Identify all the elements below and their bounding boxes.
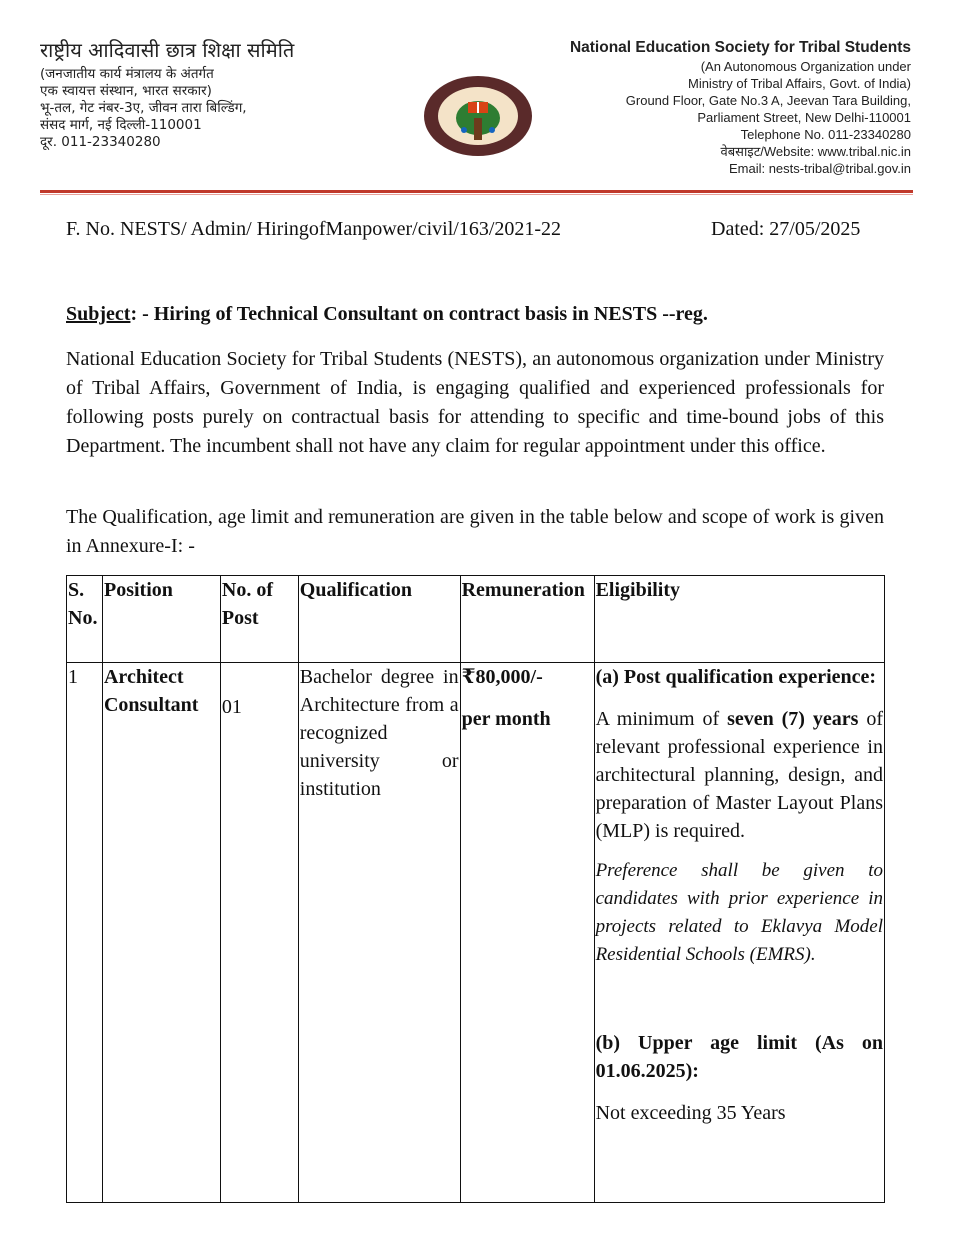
- hindi-line: दूर. 011-23340280: [40, 134, 161, 150]
- file-number: F. No. NESTS/ Admin/ HiringofManpower/civil/163/2021-22: [66, 218, 562, 240]
- elig-preference: Preference shall be given to candidates with prior experience in projects related to Eklavya Model Residential Schools (EMRS).: [595, 860, 883, 965]
- header-posts: No. of Post: [220, 576, 298, 663]
- remuneration-period: per month: [461, 708, 551, 730]
- elig-b-text: Not exceeding 35 Years: [595, 1102, 786, 1124]
- hindi-line: संसद मार्ग, नई दिल्ली-110001: [40, 117, 202, 133]
- hindi-line: (जनजातीय कार्य मंत्रालय के अंतर्गत: [40, 66, 214, 82]
- positions-table: [66, 575, 885, 1203]
- elig-b-title: (b) Upper age limit (As on 01.06.2025):: [595, 1032, 883, 1082]
- cell-eligibility: [594, 663, 884, 1203]
- cell-position: Architect Consultant: [102, 663, 220, 1203]
- header-remuneration: Remuneration: [460, 576, 594, 663]
- telephone: Telephone No. 011-23340280: [740, 127, 911, 142]
- table-header-row: [67, 576, 885, 663]
- header-position: Position: [102, 576, 220, 663]
- english-line: Ministry of Tribal Affairs, Govt. of India): [687, 76, 911, 91]
- elig-a-title: (a) Post qualification experience:: [595, 666, 877, 688]
- header-qualification: Qualification: [298, 576, 460, 663]
- hindi-org-name: राष्ट्रीय आदिवासी छात्र शिक्षा समिति: [40, 38, 295, 62]
- letterhead-hindi: [40, 38, 430, 151]
- english-line: Parliament Street, New Delhi-110001: [697, 110, 911, 125]
- header-sno: S. No.: [67, 576, 103, 663]
- header-divider-thin: [40, 194, 913, 195]
- hindi-line: एक स्वायत्त संस्थान, भारत सरकार): [40, 83, 212, 99]
- remuneration-amount: ₹80,000/-: [461, 666, 543, 688]
- hindi-line: भू-तल, गेट नंबर-3ए, जीवन तारा बिल्डिंग,: [40, 100, 247, 116]
- cell-sno: 1: [67, 663, 103, 1203]
- cell-qualification: Bachelor degree in Architecture from a recognized university or institution: [298, 663, 460, 1203]
- header-eligibility: Eligibility: [594, 576, 884, 663]
- subject-label: Subject: [66, 303, 131, 325]
- subject-line: [66, 303, 708, 326]
- email-link[interactable]: Email: nests-tribal@tribal.gov.in: [728, 161, 911, 176]
- dated: Dated: 27/05/2025: [711, 218, 861, 240]
- cell-remuneration: [460, 663, 594, 1203]
- english-line: Ground Floor, Gate No.3 A, Jeevan Tara Building,: [625, 93, 911, 108]
- subject-text: : - Hiring of Technical Consultant on contract basis in NESTS --reg.: [130, 303, 708, 325]
- letterhead-english: [471, 38, 911, 177]
- website-link[interactable]: वेबसाइट/Website: www.tribal.nic.in: [720, 144, 911, 159]
- english-org-name: National Education Society for Tribal Students: [569, 39, 911, 56]
- english-line: (An Autonomous Organization under: [700, 59, 911, 74]
- cell-posts: 01: [220, 663, 298, 1203]
- qualification-paragraph: The Qualification, age limit and remuneration are given in the table below and scope of work is given in Annexure-I: -: [66, 506, 884, 557]
- elig-a-text: A minimum of seven (7) years of relevant professional experience in architectural planning, design, and preparation of Master Layout Plans (MLP) is required.: [595, 708, 883, 842]
- intro-paragraph: National Education Society for Tribal Students (NESTS), an autonomous organization under Ministry of Tribal Affairs, Government of India, is engaging qualified and experienced professionals for following posts purely on contractual basis for attending to specific and time-bound jobs of this Department. The incumbent shall not have any claim for regular appointment under this office.: [66, 348, 884, 457]
- header-divider: [40, 190, 913, 193]
- table-row: [67, 663, 885, 1203]
